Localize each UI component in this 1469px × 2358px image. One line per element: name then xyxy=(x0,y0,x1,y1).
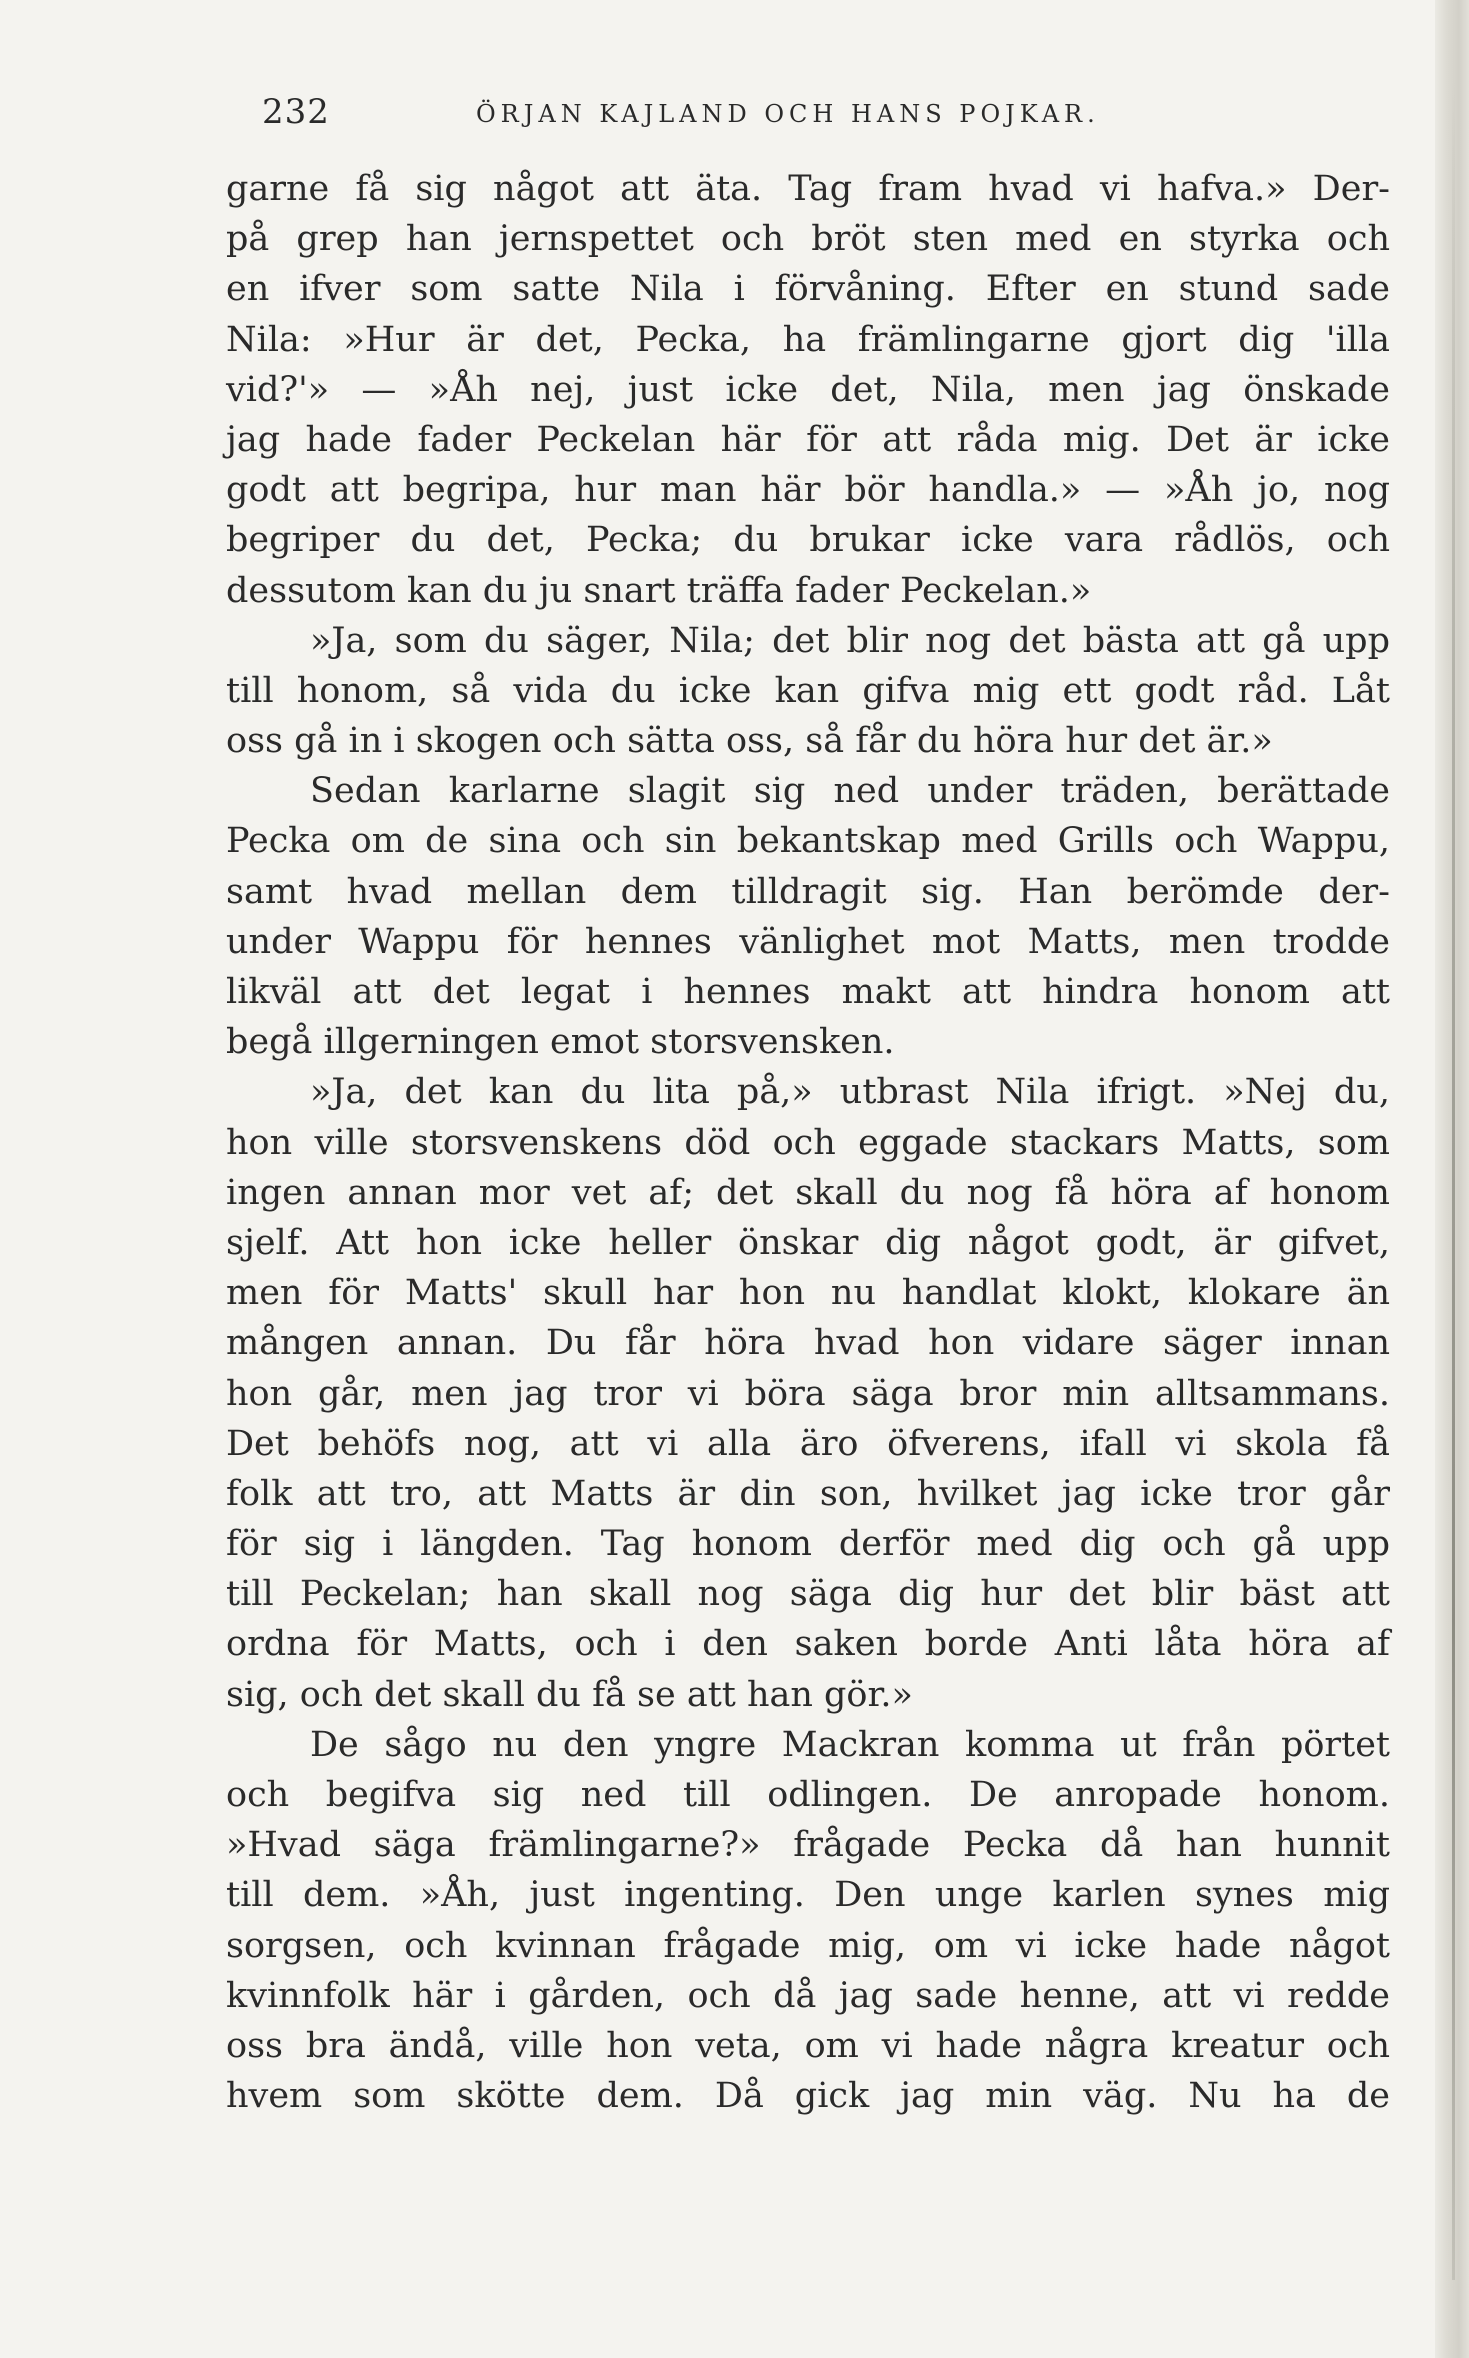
text-line: oss bra ändå, ville hon veta, om vi hade några kreatur och xyxy=(226,2025,1390,2066)
text-line: likväl att det legat i hennes makt att hindra honom att xyxy=(226,972,1390,1012)
text-line: begriper du det, Pecka; du brukar icke vara rådlös, och xyxy=(226,520,1390,561)
body-text xyxy=(226,164,1390,2121)
text-line: hon ville storsvenskens död och eggade stackars Matts, som xyxy=(226,1122,1390,1163)
text-line: godt att begripa, hur man här bör handla.» — »Åh jo, nog xyxy=(226,470,1390,511)
page-header xyxy=(262,92,1142,132)
text-line: sjelf. Att hon icke heller önskar dig något godt, är gifvet, xyxy=(226,1222,1390,1263)
running-title: ÖRJAN KAJLAND OCH HANS POJKAR. xyxy=(476,100,1100,128)
text-line: garne få sig något att äta. Tag fram hvad vi hafva.» Der- xyxy=(226,169,1390,209)
text-line: vid?'» — »Åh nej, just icke det, Nila, men jag önskade xyxy=(226,369,1390,410)
text-line: sorgsen, och kvinnan frågade mig, om vi icke hade något xyxy=(226,1925,1390,1966)
text-line: mången annan. Du får höra hvad hon vidare säger innan xyxy=(226,1323,1390,1364)
text-line: begå illgerningen emot storsvensken. xyxy=(226,1022,895,1063)
text-line: ingen annan mor vet af; det skall du nog få höra af honom xyxy=(226,1172,1390,1213)
text-line: dessutom kan du ju snart träffa fader Peckelan.» xyxy=(226,570,1092,611)
text-line: men för Matts' skull har hon nu handlat klokt, klokare än xyxy=(226,1273,1390,1314)
text-line: till dem. »Åh, just ingenting. Den unge karlen synes mig xyxy=(226,1875,1390,1916)
text-line: »Hvad säga främlingarne?» frågade Pecka då han hunnit xyxy=(226,1825,1390,1866)
text-line: Nila: »Hur är det, Pecka, ha främlingarne gjort dig 'illa xyxy=(226,319,1390,360)
text-line: »Ja, det kan du lita på,» utbrast Nila ifrigt. »Nej du, xyxy=(310,1072,1390,1113)
text-line: ordna för Matts, och i den saken borde Anti låta höra af xyxy=(226,1624,1390,1665)
text-line: Sedan karlarne slagit sig ned under träden, berättade xyxy=(310,771,1390,812)
text-line: hvem som skötte dem. Då gick jag min väg. Nu ha de xyxy=(226,2076,1390,2117)
text-line: till honom, så vida du icke kan gifva mig ett godt råd. Låt xyxy=(226,670,1390,711)
page-number: 232 xyxy=(262,92,330,132)
text-line: till Peckelan; han skall nog säga dig hur det blir bäst att xyxy=(226,1574,1390,1615)
text-line: Pecka om de sina och sin bekantskap med Grills och Wappu, xyxy=(226,821,1390,862)
text-line: på grep han jernspettet och bröt sten med en styrka och xyxy=(226,219,1390,260)
text-line: kvinnfolk här i gården, och då jag sade henne, att vi redde xyxy=(226,1975,1390,2016)
text-line: sig, och det skall du få se att han gör.» xyxy=(226,1674,913,1715)
text-line: De sågo nu den yngre Mackran komma ut från pörtet xyxy=(310,1724,1390,1765)
text-line: Det behöfs nog, att vi alla äro öfverens, ifall vi skola få xyxy=(226,1423,1390,1464)
text-line: för sig i längden. Tag honom derför med dig och gå upp xyxy=(226,1524,1390,1565)
text-line: samt hvad mellan dem tilldragit sig. Han berömde der- xyxy=(226,871,1390,912)
text-line: jag hade fader Peckelan här för att råda mig. Det är icke xyxy=(226,419,1390,460)
text-line: och begifva sig ned till odlingen. De anropade honom. xyxy=(226,1775,1390,1815)
text-line: under Wappu för hennes vänlighet mot Matts, men trodde xyxy=(226,921,1390,962)
text-line: folk att tro, att Matts är din son, hvilket jag icke tror går xyxy=(226,1473,1390,1514)
text-line: hon går, men jag tror vi böra säga bror min alltsammans. xyxy=(226,1373,1390,1414)
text-line: en ifver som satte Nila i förvåning. Efter en stund sade xyxy=(226,269,1390,310)
text-line: oss gå in i skogen och sätta oss, så får du höra hur det är.» xyxy=(226,721,1273,762)
text-line: »Ja, som du säger, Nila; det blir nog det bästa att gå upp xyxy=(310,620,1390,661)
page-edge-shadow xyxy=(1452,80,1455,2280)
